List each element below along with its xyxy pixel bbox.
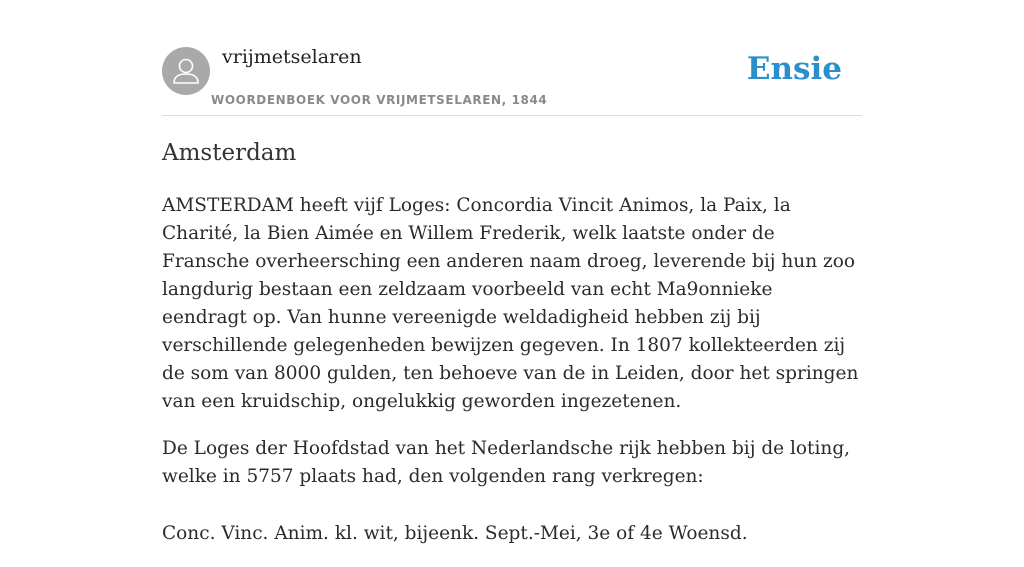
paragraph: Conc. Vinc. Anim. kl. wit, bijeenk. Sept.-Mei, 3e of 4e Woensd. [162,523,748,544]
brand-logo[interactable]: Ensie [746,51,842,87]
user-avatar-icon[interactable] [162,47,210,95]
source-label[interactable]: WOORDENBOEK VOOR VRIJMETSELAREN, 1844 [211,93,548,107]
header [162,0,862,116]
author-link[interactable]: vrijmetselaren [222,46,362,68]
paragraph: De Loges der Hoofdstad van het Nederlandsche rijk hebben bij de loting, welke in 5757 plaats had, den volgenden rang verkregen: [162,438,851,487]
article-body [162,192,862,567]
user-placeholder-icon [162,47,210,95]
paragraph: AMSTERDAM heeft vijf Loges: Concordia Vincit Animos, la Paix, la Charité, la Bien Aimée en Willem Frederik, welk laatste onder de Fransche overheersching een anderen naam droeg, leverende bij hun zoo langdurig bestaan een zeldzaam voorbeeld van echt Ma9onnieke eendragt op. Van hunne vereenigde weldadigheid hebben zij bij verschillende gelegenheden bewijzen gegeven. In 1807 kollekteerden zij de som van 8000 gulden, ten behoeve van de in Leiden, door het springen van een kruidschip, ongelukkig geworden ingezetenen. [162,195,859,412]
page-title: Amsterdam [162,140,297,166]
